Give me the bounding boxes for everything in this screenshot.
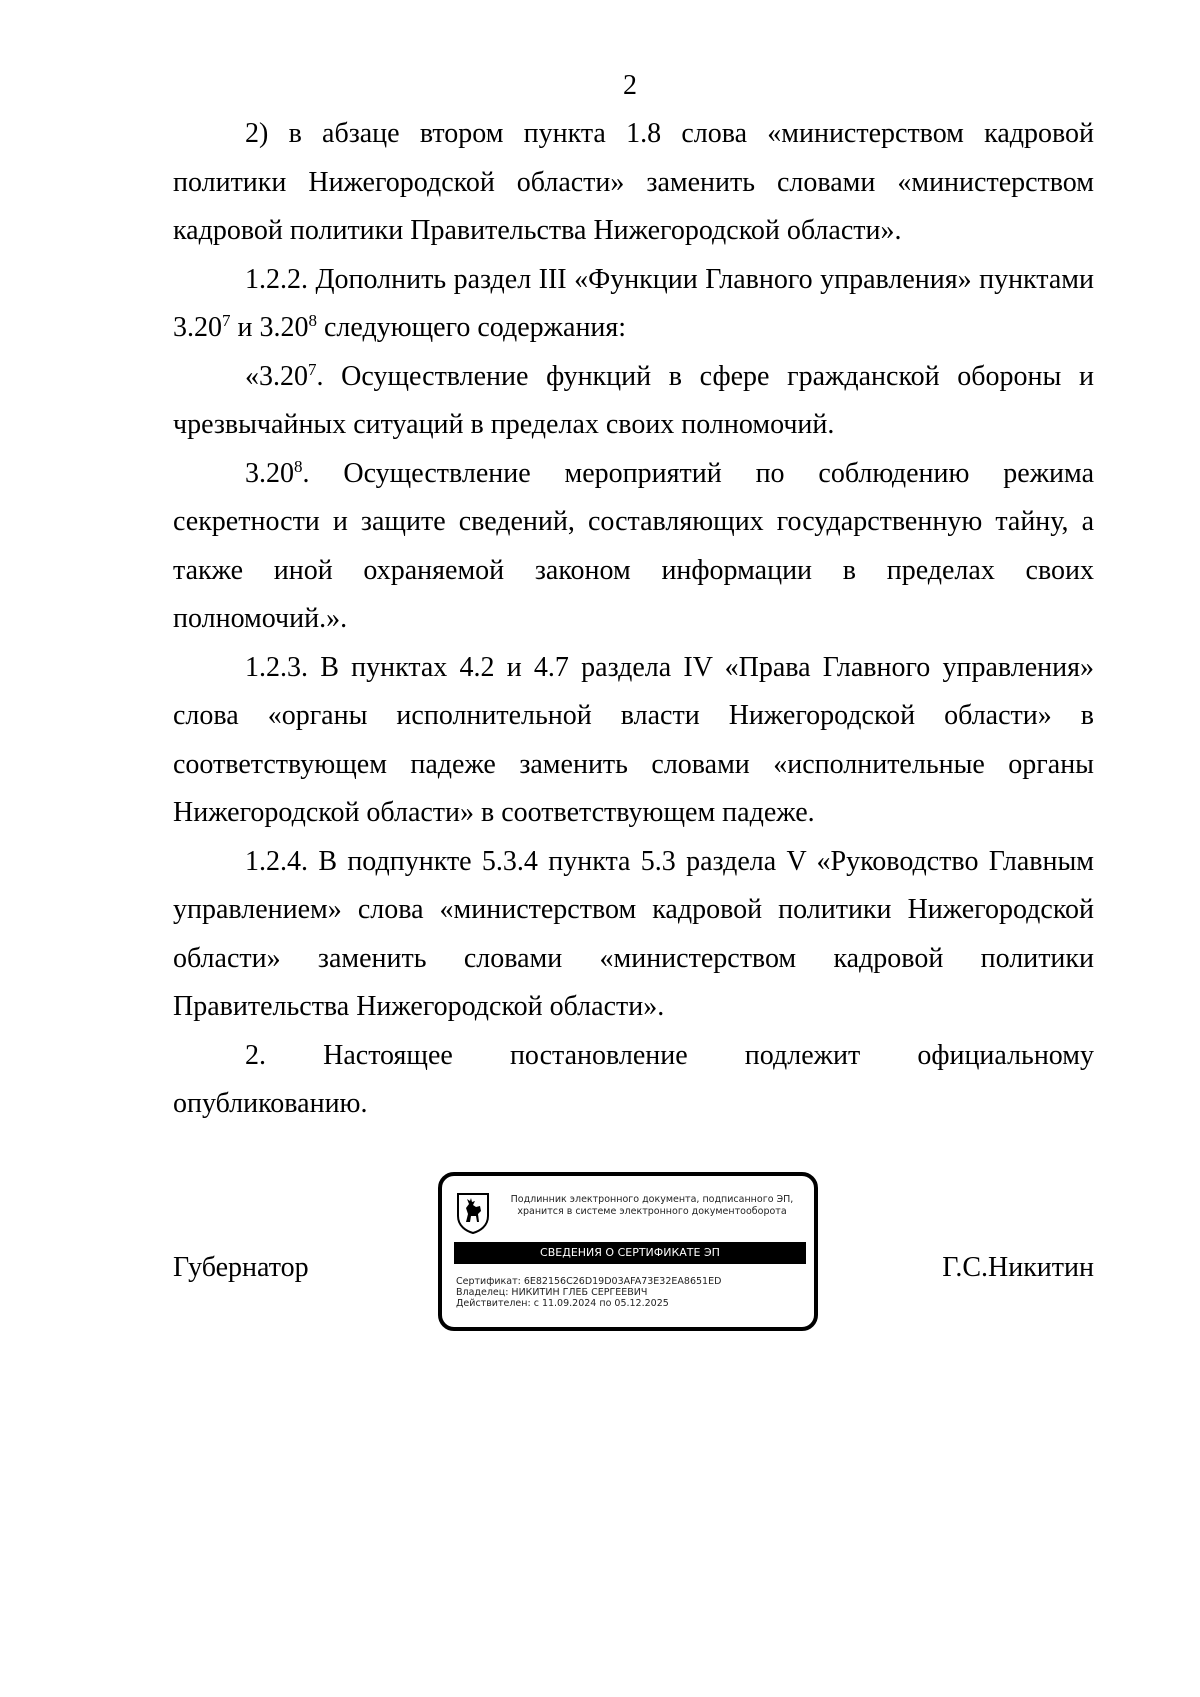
page-number: 2 xyxy=(623,70,637,101)
superscript: 7 xyxy=(308,359,317,379)
paragraph-text: 3.20 xyxy=(245,457,294,489)
paragraph-text: 2. Настоящее постановление подлежит официальному опубликованию. xyxy=(173,1039,1094,1119)
superscript: 8 xyxy=(294,456,303,476)
paragraph-text: и 3.20 xyxy=(230,312,309,343)
paragraph-6 xyxy=(173,838,1094,1032)
stamp-original-note xyxy=(494,1194,810,1218)
stamp-validity: Действителен: с 11.09.2024 по 05.12.2025 xyxy=(456,1298,669,1309)
paragraph-text: 1.2.4. В подпункте 5.3.4 пункта 5.3 раздела V «Руководство Главным управлением» слова «министерством кадровой политики Нижегородской области» заменить словами «министерством кадровой политики Правительства Нижегородской области». xyxy=(173,845,1094,1022)
signature-block xyxy=(173,1172,1094,1342)
superscript: 7 xyxy=(222,310,231,330)
paragraph-4 xyxy=(173,450,1094,644)
paragraph-3 xyxy=(173,353,1094,450)
document-body xyxy=(173,110,1094,1129)
electronic-signature-stamp xyxy=(438,1172,818,1331)
paragraph-7 xyxy=(173,1032,1094,1129)
signer-name: Г.С.Никитин xyxy=(942,1252,1094,1283)
stamp-header: СВЕДЕНИЯ О СЕРТИФИКАТЕ ЭП xyxy=(454,1242,806,1264)
stamp-certificate: Сертификат: 6E82156C26D19D03AFA73E32EA8651ED xyxy=(456,1276,722,1287)
superscript: 8 xyxy=(308,310,317,330)
stamp-details xyxy=(456,1276,721,1309)
paragraph-text: . Осуществление мероприятий по соблюдению режима секретности и защите сведений, составляющих государственную тайну, а также иной охраняемой законом информации в пределах своих полномочий.». xyxy=(173,457,1094,634)
stamp-owner: Владелец: НИКИТИН ГЛЕБ СЕРГЕЕВИЧ xyxy=(456,1287,648,1298)
paragraph-text: «3.20 xyxy=(245,360,308,392)
paragraph-text: следующего содержания: xyxy=(316,312,627,343)
paragraph-5 xyxy=(173,644,1094,838)
stamp-original-line: хранится в системе электронного документооборота xyxy=(517,1206,787,1217)
paragraph-text: 2) в абзаце втором пункта 1.8 слова «министерством кадровой политики Нижегородской области» заменить словами «министерством кадровой политики Правительства Нижегородской области». xyxy=(173,118,1094,246)
coat-of-arms-icon xyxy=(456,1192,490,1234)
paragraph-text: 1.2.3. В пунктах 4.2 и 4.7 раздела IV «Права Главного управления» слова «органы исполнительной власти Нижегородской области» в соответствующем падеже заменить словами «исполнительные органы Нижегородской области» в соответствующем падеже. xyxy=(173,651,1094,828)
paragraph-1 xyxy=(173,110,1094,256)
stamp-original-line: Подлинник электронного документа, подписанного ЭП, xyxy=(510,1194,794,1205)
paragraph-2 xyxy=(173,256,1094,353)
paragraph-text: . Осуществление функций в сфере гражданской обороны и чрезвычайных ситуаций в пределах своих полномочий. xyxy=(173,360,1094,440)
signer-title: Губернатор xyxy=(173,1252,309,1283)
paragraph-text: 1.2.2. Дополнить раздел III «Функции Главного управления» пунктами 3.20 xyxy=(173,263,1094,343)
